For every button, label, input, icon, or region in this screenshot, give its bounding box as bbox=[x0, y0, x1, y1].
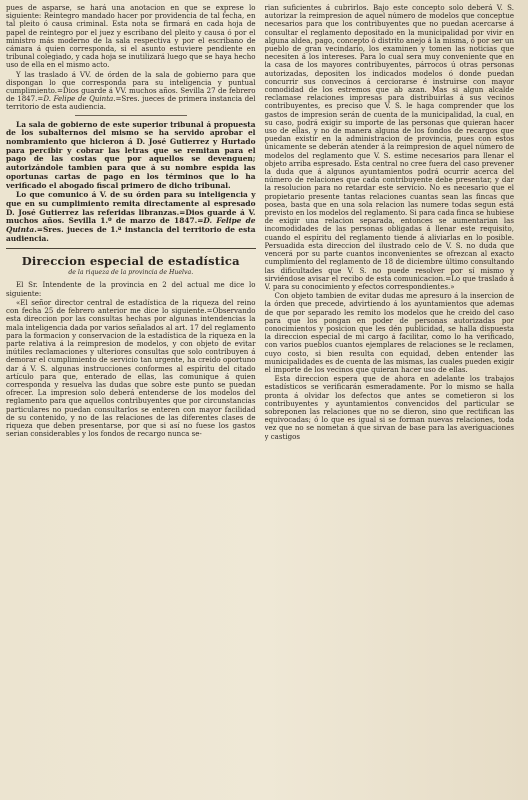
left-paragraph-4 bbox=[6, 191, 256, 243]
right-paragraph-3: Esta direccion espera que de ahora en adelante los trabajos estadísticos se verificarán esmeradamente. Por lo mismo se halla pronta á olvidar los defectos que antes se cometieron si los contribuyentes y ayuntamientos convencidos del particular se sobreponen las relaciones que no se dieron, sino que rectifican las equivocadas; ó lo que es igual si se forman nuevas relaciones, toda vez que no se nometan á que sirvan de base para las averiguaciones y castigos bbox=[264, 374, 514, 441]
binding-edge bbox=[514, 0, 528, 800]
columns bbox=[6, 4, 514, 800]
left-paragraph-3: La sala de gobierno de este superior tribunal á propuesta de los subalternos del mismo se ha servido aprobar el nombramiento que hicieron á D. José Gutierrez y Hurtado para percibir y cobrar las letras que se remitan para el pago de las costas que por aquellos se devenguen; autorizándole tambien para que á su nombre espida las oportunas cartas de pago en los términos que lo ha verificado el abogado fiscal primero de dicho tribunal. bbox=[6, 119, 256, 190]
section-divider bbox=[6, 248, 256, 249]
right-column bbox=[265, 4, 515, 800]
left-paragraph-4-tail: =Sres. jueces de 1.ª instancia del territorio de esta audiencia. bbox=[6, 225, 256, 243]
section-heading: Direccion especial de estadística bbox=[21, 254, 240, 269]
left-paragraph-2-signature: D. Felipe de Quinta. bbox=[43, 94, 116, 104]
left-paragraph-4-text: Lo que comunico á V. de su órden para su inteligencia y que en su cumplimiento remita directamente al espresado D. José Gutierrez las referidas libranzas.=Dios guarde á V. muchos años. Sevilla 1.º de marzo de 1847.= bbox=[6, 190, 256, 226]
left-paragraph-6: «El señor director central de estadística de la riqueza del reino con fecha 25 de febrero anterior me dice lo siguiente.=Observando esta direccion por las consultas hechas por algunas intendencias la mala inteligencia dada por varios señalados al art. 17 del reglamento para la formacion y conservacion de la estadística de la riqueza en la parte relativa á la reimpresion de modelos, y con objeto de evitar inútiles reclamaciones y ulteriores consultas que solo contribuyen á demorar el cumplimiento de servicio tan urgente, ha creido oportuno dar á V. S. algunas instrucciones conformes al espíritu del citado artículo para que, enterado de ellas, las comunique á quien corresponda y resuelva las dudas que sobre este punto se puedan ofrecer. La impresion solo deberá entenderse de los modelos del reglamento para que aquellos contribuyentes que por circunstancias particulares no puedan consultarlos se enteren con mayor facilidad de su contenido, y no de las relaciones de las diferentes clases de riqueza que deben presentarse, por que si así no fuese los gastos serian considerables y los fondos de recargo nunca se- bbox=[6, 297, 256, 439]
left-paragraph-2-text: Y las traslado á VV. de órden de la sala de gobierno para que dispongan lo que corresponda para su inteligencia y puntual cumplimiento.=Dios guarde á VV. muchos años. Sevilla 27 de febrero de 1847.= bbox=[6, 69, 256, 104]
section-subheading: de la riqueza de la provincia de Huelva. bbox=[68, 269, 194, 277]
short-divider bbox=[75, 115, 187, 116]
left-paragraph-5: El Sr. Intendente de la provincia en 2 del actual me dice lo siguiente: bbox=[6, 280, 256, 298]
right-paragraph-2: Con objeto tambien de evitar dudas me apresuro á la insercion de la órden que precede, advirtiendo á los ayuntamientos que ademas de que por separado les remito los modelos que he creido del caso para que los pongan en poder de personas autorizadas por conocimientos y posicion que les dén publicidad, se halla dispuesta la direccion especial de mi cargo á facilitar, como lo ha verificado, con varios pueblos cuantos ejemplares de relaciones se le reclamen, cuyo costo, si bien resulta con equidad, deben entender las municipalidades es de cuenta de las mismas, las cuales pueden exigir el importe de los vecinos que quieran hacer uso de ellas. bbox=[264, 291, 514, 374]
left-paragraph-2 bbox=[6, 71, 256, 112]
left-column bbox=[6, 4, 256, 800]
left-paragraph-1: pues de asparse, se hará una anotacion en que se exprese lo siguiente: Reintegro mandado hacer por providencia de tal fecha, en tal pleito ó causa criminal. Esta nota se firmará en cada hoja de papel de reintegro por el juez y escribano del pleito y causa ó por el ministro más moderno de la sala respectiva y por el escribano de cámara á quien corresponda, si el asunto estuviere pendiente en tribunal colegiado, y cada hoja se inutilizará luego que se haya hecho uso de ella en el mismo acto. bbox=[6, 4, 256, 70]
left-paragraph-4-signature: D. Felipe de Quinta. bbox=[6, 216, 256, 235]
right-paragraph-1: rian suficientes á cubrirlos. Bajo este concepto solo deberá V. S. autorizar la reimpresion de aquel número de modelos que conceptue necesarios para que los contribuyentes que no puedan acercarse á consultar el reglamento depositado en la municipalidad por vivir en alguna aldea, pago, concepto ó distrito anejo á la misma, ó por ser un pueblo de gran vecindario, los examinen y tomen las noticias que necesiten á los intereses. Para lo cual sera muy conveniente que en la casa de los mayores contribuyentes, párrocos ú otras personas autorizadas, depositen los indicados modelos ó donde puedan concurrir sus convecinos á cerciorarse é instruirse con mayor comodidad de los estremos que ab azan. Mas si algun alcalde reclamase relaciones impresas para distribuirlas á sus vecinos contribuyentes, es preciso que V. S. le haga comprender que los gastos de impresion serán de cuenta de la municipalidad, la cual, en su caso, podrá exigir su importe de las personas que quieran hacer uso de ellas, y no de manera alguna de los fondos de recargos que puedan existir en la administracion de provincia, pues con estos únicamente se deberán atender á la reimpresion de aquel número de modelos del reglamento que V. S. estime necesarios para llenar el objeto arriba espresado. Esta central no cree fuera del caso prevener la duda que á algunos ayuntamientos podrá ocurrir acerca del número de relaciones que cada contribuyente debe presentar, y dar la resolucion para no retardar este servicio. No es necesario que el propietario presente tantas relaciones cuantas sean las fincas que posea, basta que en una sola relacion las numere todas segun está previsto en los modelos del reglamento. Si para cada finca se hubiese de exigir una relacion separada, entonces se aumentarian las incomodidades de las personas obligadas á llenar este requisito, cuando el espíritu del reglamento tiende á aliviarlas en lo posible. Persuadida esta direccion del ilustrado celo de V. S. no duda que vencerá por su parte cuantos inconvenientes se ofrezcan al exacto cumplimiento del reglamento de 18 de diciembre último consultando las dificultades que V. S. no puede resolver por sí mismo y sirviéndose avisar el recibo de esta comunicacion.=Lo que traslado á V. para su conocimiento y efectos correspondientes.» bbox=[264, 4, 514, 291]
left-paragraph-2-tail: =Sres. jueces de primera instancia del territorio de esta audiencia. bbox=[6, 94, 256, 112]
